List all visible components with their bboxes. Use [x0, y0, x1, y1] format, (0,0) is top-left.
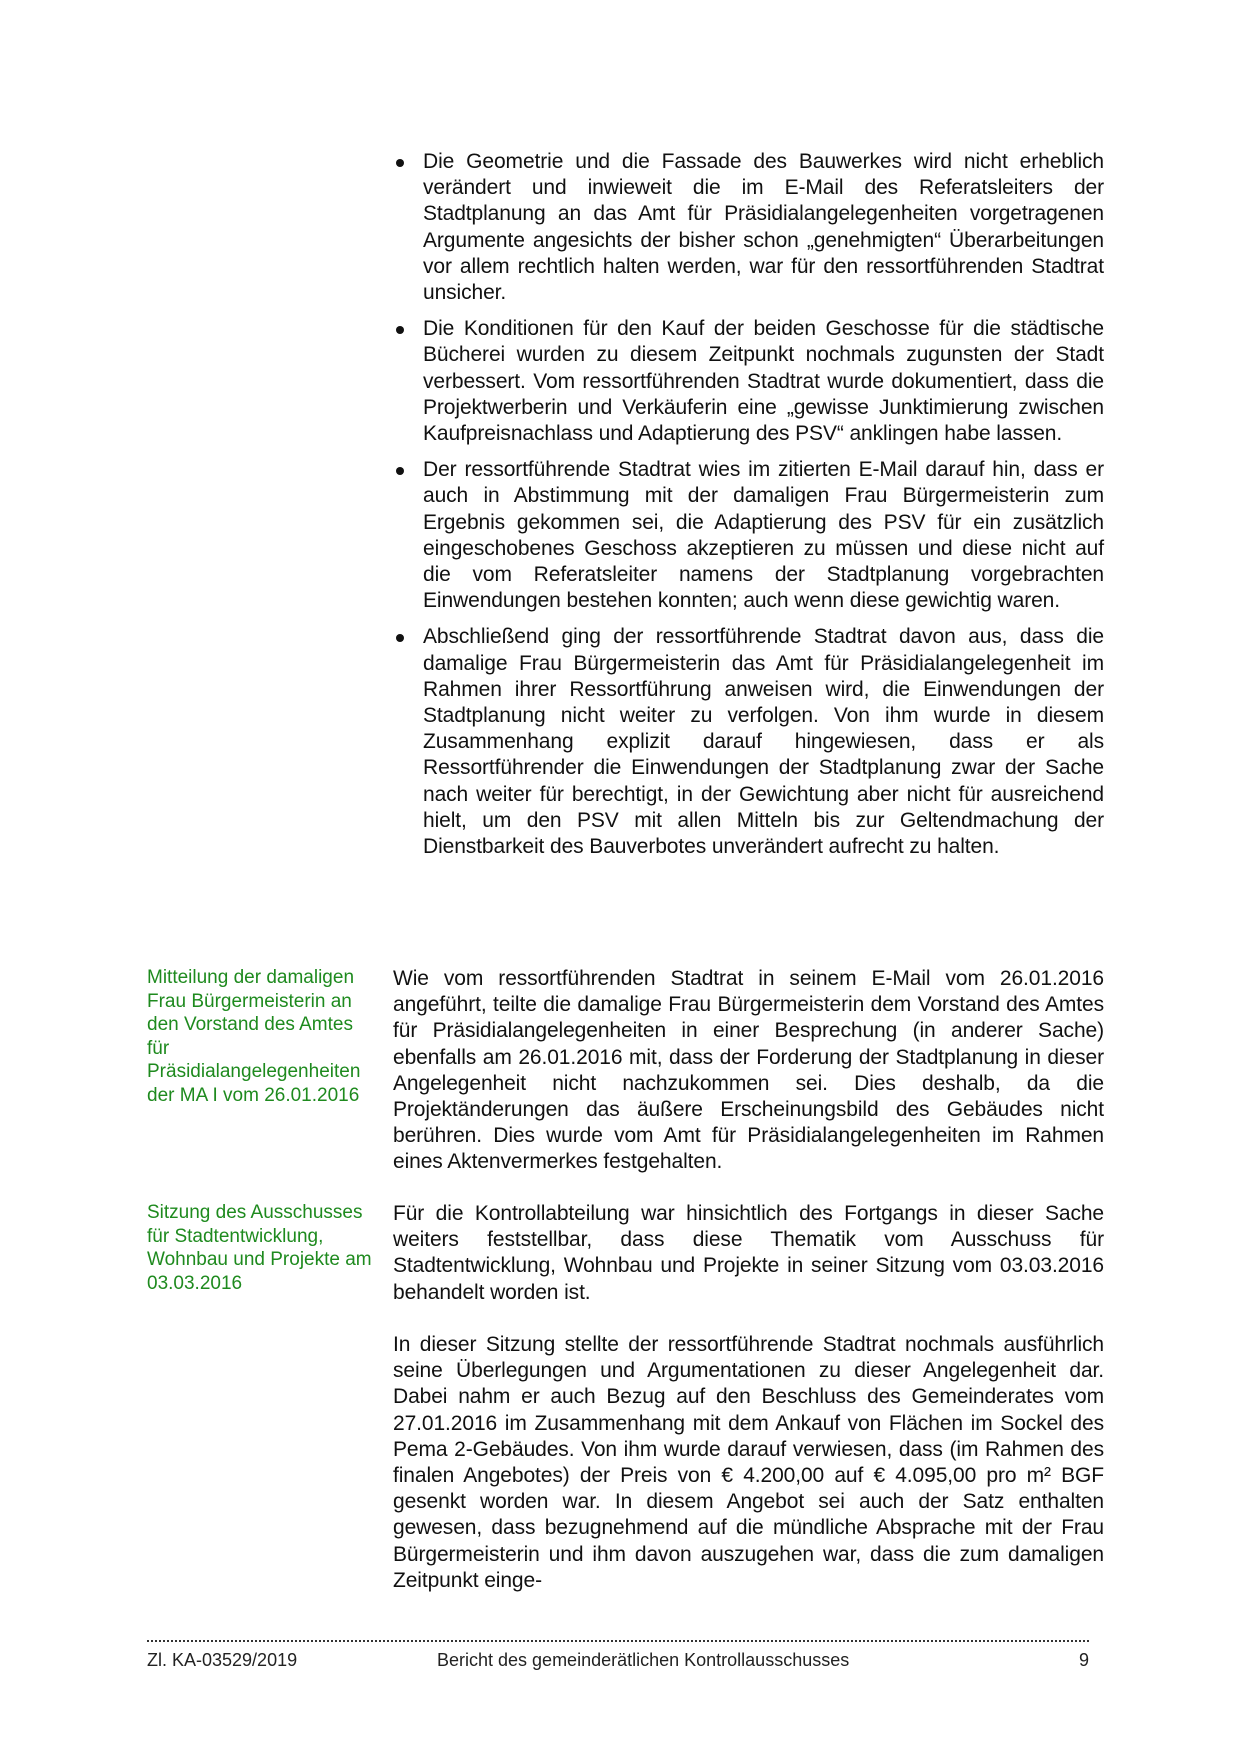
margin-note: Mitteilung der damaligen Frau Bürgermeisterin an den Vorstand des Amtes für Präsidialangelegenheiten der MA I vom 26.01.2016	[147, 967, 361, 1106]
paragraph-text: Für die Kontrollabteilung war hinsichtlich des Fortgangs in dieser Sache weiters feststellbar, dass diese Thematik vom Ausschuss für Stadtentwicklung, Wohnbau und Projekte in seiner Sitzung vom 03.03.2016 behandelt worden ist.	[393, 1202, 1104, 1304]
bullet-item	[393, 457, 1104, 614]
bullet-text: Die Geometrie und die Fassade des Bauwerkes wird nicht erheblich verändert und inwieweit die im E-Mail des Referatsleiters der Stadtplanung an das Amt für Präsidialangelegenheiten vorgetragenen Argumente angesichts der bisher schon „genehmigten“ Überarbeitungen vor allem rechtlich halten werden, war für den ressortführenden Stadtrat unsicher.	[423, 150, 1104, 305]
bullet-text: Die Konditionen für den Kauf der beiden Geschosse für die städtische Bücherei wurden zu diesem Zeitpunkt nochmals zugunsten der Stadt verbessert. Vom ressortführenden Stadtrat wurde dokumentiert, dass die Projektwerberin und Verkäuferin eine „gewisse Junktimierung zwischen Kaufpreisnachlass und Adaptierung des PSV“ anklingen habe lassen.	[423, 317, 1104, 446]
footer-title: Bericht des gemeinderätlichen Kontrollausschusses	[437, 1650, 850, 1670]
page-number: 9	[1078, 1650, 1089, 1670]
margin-note: Sitzung des Ausschusses für Stadtentwicklung, Wohnbau und Projekte am 03.03.2016	[147, 1202, 372, 1294]
paragraph-text: In dieser Sitzung stellte der ressortführende Stadtrat nochmals ausführlich seine Überlegungen und Argumentationen zu dieser Angelegenheit dar. Dabei nahm er auch Bezug auf den Beschluss des Gemeinderates vom 27.01.2016 im Zusammenhang mit dem Ankauf von Flächen im Sockel des Pema 2-Gebäudes. Von ihm wurde darauf verwiesen, dass (im Rahmen des finalen Angebotes) der Preis von € 4.200,00 auf € 4.095,00 pro m² BGF gesenkt worden war. In diesem Angebot sei auch der Satz enthalten gewesen, dass bezugnehmend auf die mündliche Absprache mit der Frau Bürgermeisterin und ihm davon auszugehen war, dass die zum damaligen Zeitpunkt einge-	[393, 1333, 1104, 1592]
bullet-item	[393, 149, 1104, 306]
bullet-text: Abschließend ging der ressortführende Stadtrat davon aus, dass die damalige Frau Bürgermeisterin das Amt für Präsidialangelegenheit im Rahmen ihrer Ressortführung anweisen wird, die Einwendungen der Stadtplanung nicht weiter zu verfolgen. Von ihm wurde in diesem Zusammenhang explizit darauf hingewiesen, dass er als Ressortführender die Einwendungen der Stadtplanung zwar der Sache nach weiter für berechtigt, in der Gewichtung aber nicht für ausreichend hielt, um den PSV mit allen Mitteln bis zur Geltendmachung der Dienstbarkeit des Bauverbotes unverändert aufrecht zu halten.	[423, 625, 1104, 859]
page-footer	[147, 1650, 1089, 1676]
bullet-icon	[396, 467, 404, 475]
bullet-text: Der ressortführende Stadtrat wies im zitierten E-Mail darauf hin, dass er auch in Abstimmung mit der damaligen Frau Bürgermeisterin zum Ergebnis gekommen sei, die Adaptierung des PSV für ein zusätzlich eingeschobenes Geschoss akzeptieren zu müssen und diese nicht auf die vom Referatsleiter namens der Stadtplanung vorgebrachten Einwendungen bestehen konnten; auch wenn diese gewichtig waren.	[423, 458, 1104, 613]
bullet-list	[393, 149, 1104, 870]
bullet-item	[393, 624, 1104, 860]
bullet-icon	[396, 634, 404, 642]
paragraph-text: Wie vom ressortführenden Stadtrat in seinem E-Mail vom 26.01.2016 angeführt, teilte die damalige Frau Bürgermeisterin dem Vorstand des Amtes für Präsidialangelegenheiten in einer Besprechung (in anderer Sache) ebenfalls am 26.01.2016 mit, dass der Forderung der Stadtplanung in dieser Angelegenheit nicht nachzukommen sei. Dies deshalb, da die Projektänderungen das äußere Erscheinungsbild des Gebäudes nicht berühren. Dies wurde vom Amt für Präsidialangelegenheiten im Rahmen eines Aktenvermerkes festgehalten.	[393, 967, 1104, 1174]
bullet-icon	[396, 326, 404, 334]
bullet-item	[393, 316, 1104, 447]
footer-divider	[147, 1640, 1089, 1642]
bullet-icon	[396, 159, 404, 167]
footer-reference: Zl. KA-03529/2019	[147, 1650, 298, 1670]
